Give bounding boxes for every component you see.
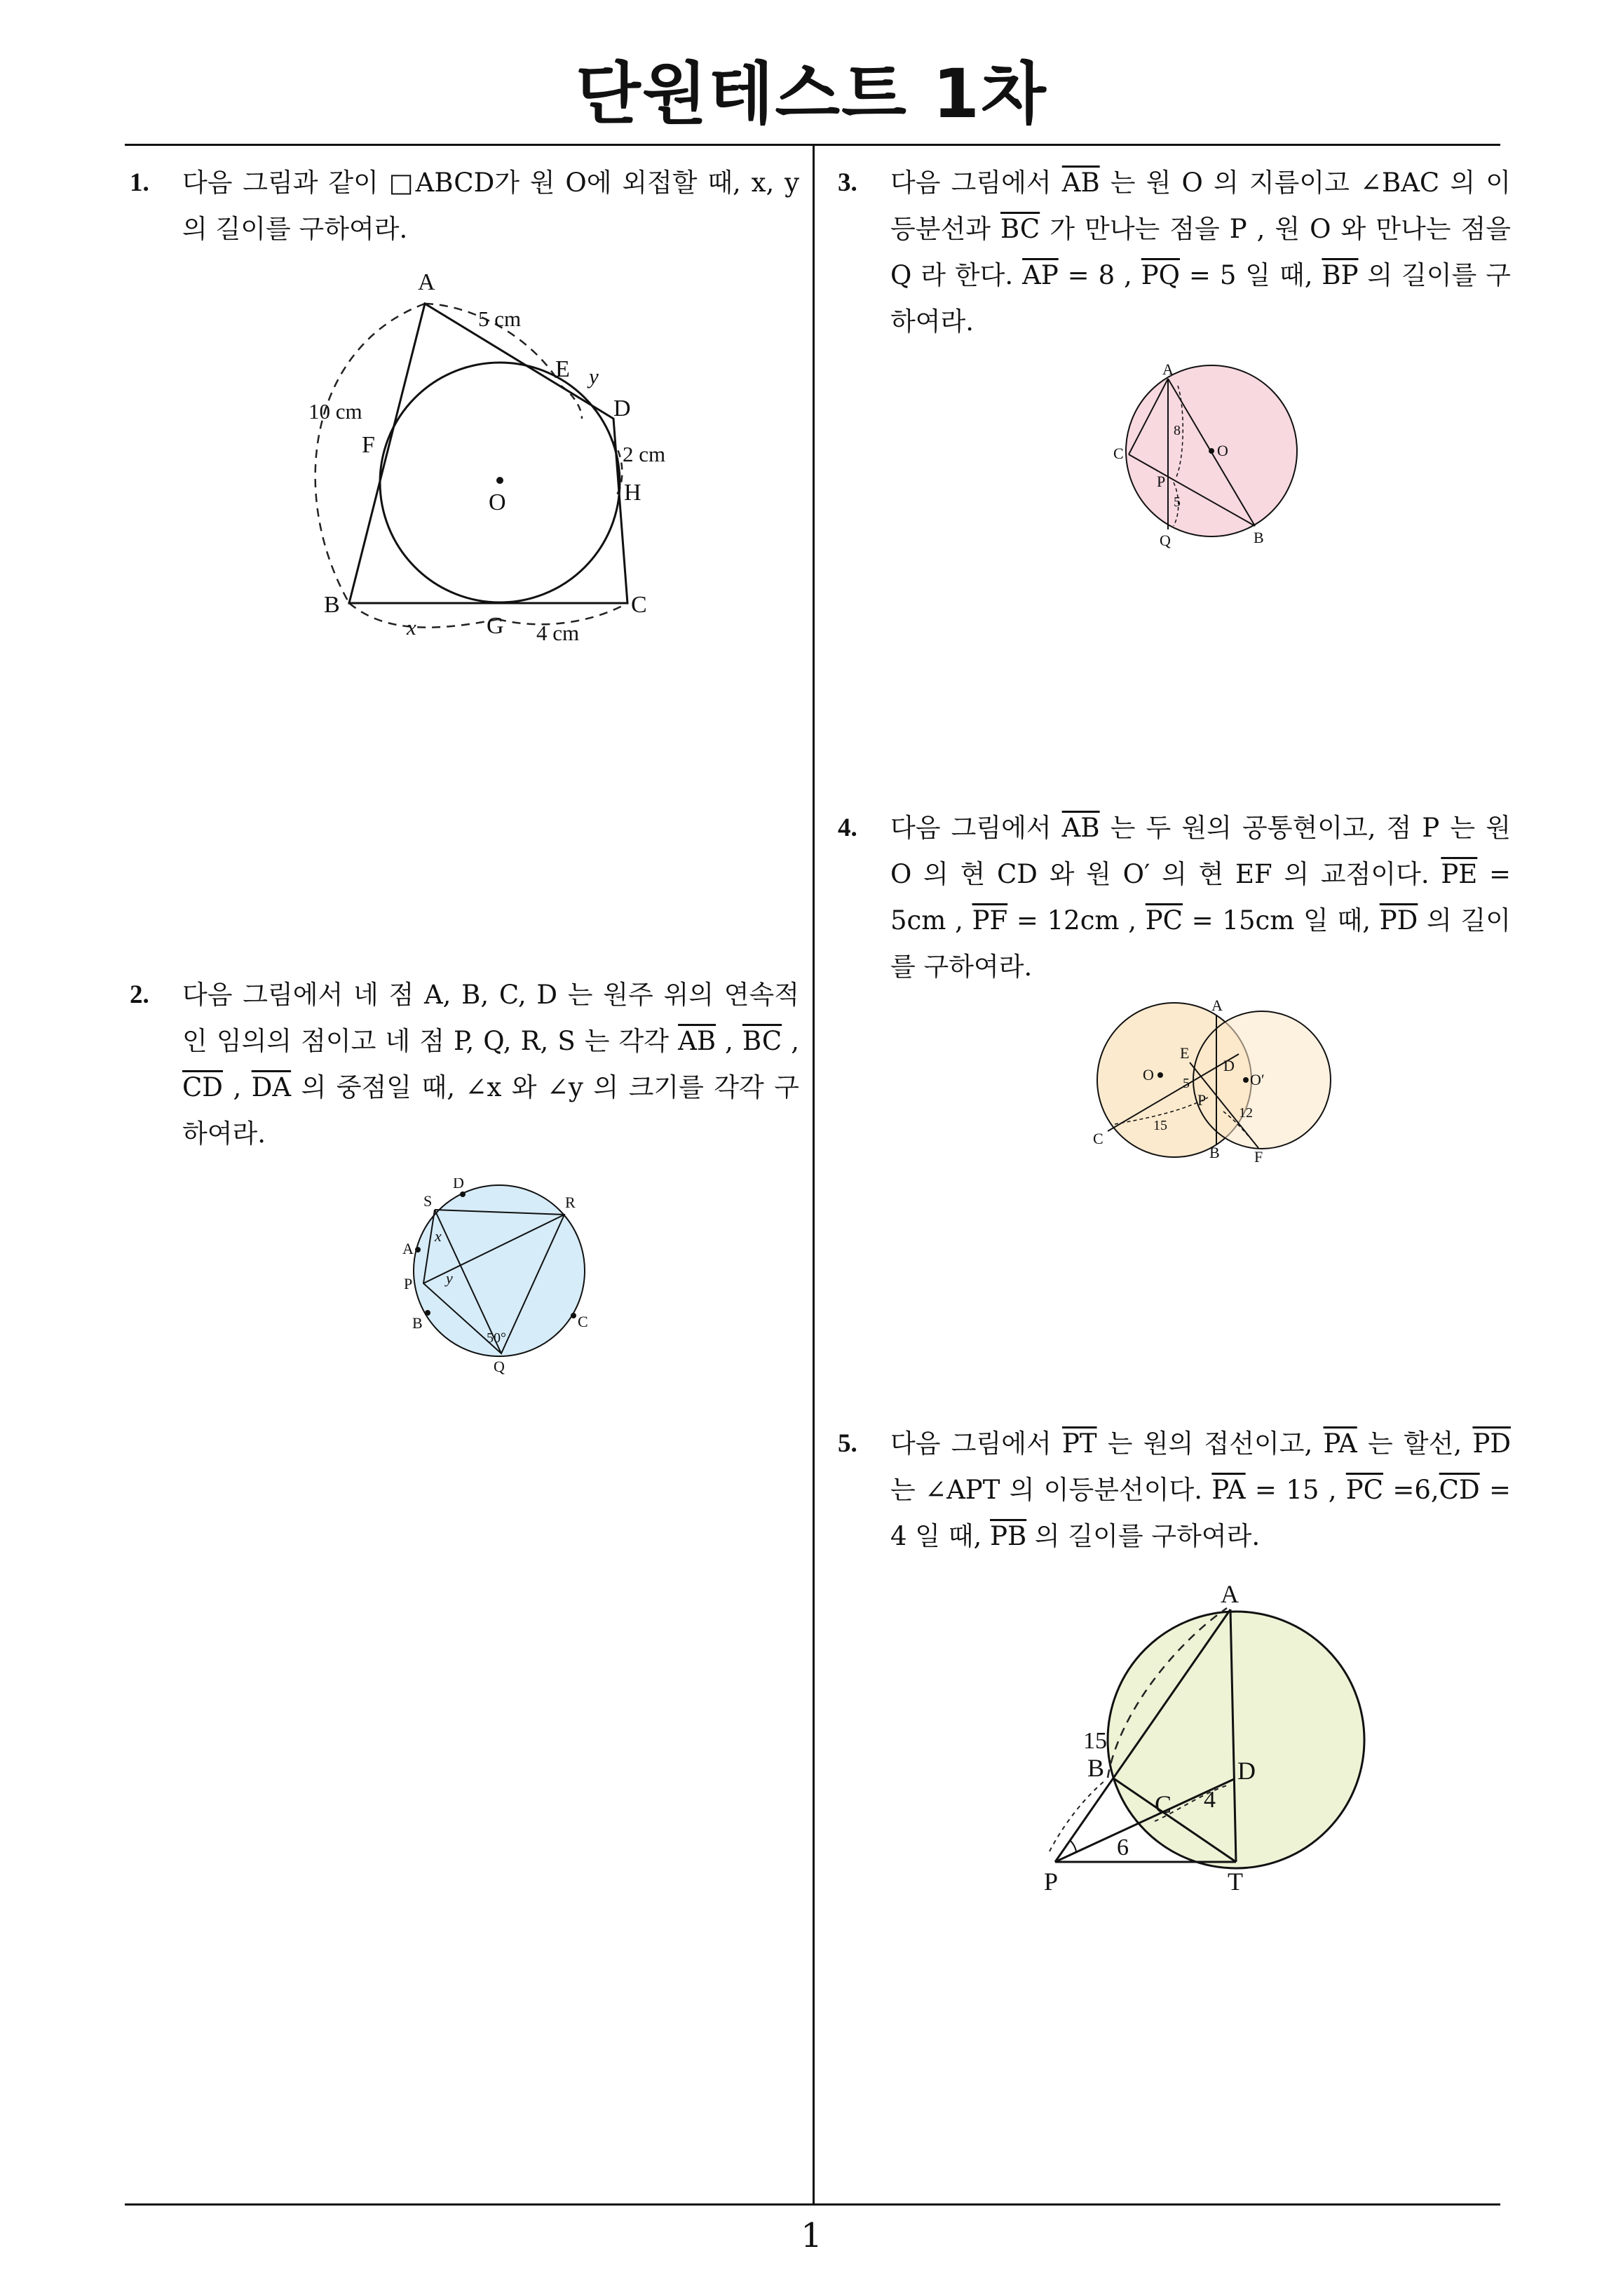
question-1 xyxy=(130,160,799,252)
text-segment: 는 두 원의 공통현이고, 점 P 는 원 O 의 현 CD 와 원 O′ 의 현 EF 의 교점이다. xyxy=(890,813,1511,889)
text-segment: = 5 일 때, xyxy=(1179,260,1322,290)
text-segment: = 12cm , xyxy=(1007,905,1146,936)
label-d: D xyxy=(1223,1057,1235,1074)
label-d: D xyxy=(453,1178,464,1191)
label-x: x xyxy=(407,615,416,640)
angle-mark xyxy=(1071,1841,1076,1851)
label-a: A xyxy=(1221,1581,1239,1608)
segment-pc: $\overline{PC}$ xyxy=(1145,905,1183,936)
dashed-arc-y xyxy=(561,386,582,419)
text-segment: 다음 그림에서 xyxy=(890,813,1062,843)
segment-pd: $\overline{PD}$ xyxy=(1379,905,1418,936)
label-5: 5 xyxy=(1183,1076,1190,1091)
point-d xyxy=(460,1191,466,1197)
label-a: A xyxy=(1211,999,1223,1014)
label-4cm: 4 cm xyxy=(536,621,580,645)
label-y: y xyxy=(446,1269,453,1287)
question-number: 5. xyxy=(838,1429,857,1458)
question-3 xyxy=(838,160,1511,345)
text-segment: =6, xyxy=(1383,1475,1439,1505)
label-y: y xyxy=(589,364,599,389)
label-h: H xyxy=(624,480,641,506)
text-segment: = 8 , xyxy=(1058,260,1141,290)
text-segment: 는 원 O 의 지름이고 ∠BAC 의 이등분선과 xyxy=(890,168,1511,244)
label-p: P xyxy=(1044,1868,1059,1896)
text-segment: 는 할선, xyxy=(1357,1429,1473,1459)
segment-pa: $\overline{PA}$ xyxy=(1211,1475,1246,1505)
label-e: E xyxy=(1180,1044,1190,1062)
label-a: A xyxy=(1162,360,1174,378)
arc-da: $\overline{DA}$ xyxy=(251,1072,292,1102)
label-p: P xyxy=(404,1275,413,1292)
label-d: D xyxy=(613,396,631,421)
figure-1-quadrilateral xyxy=(294,263,715,656)
center-o-dot xyxy=(1157,1072,1163,1078)
label-q: Q xyxy=(494,1358,505,1375)
question-number: 3. xyxy=(838,168,857,197)
label-c: C xyxy=(578,1313,588,1330)
column-divider xyxy=(813,146,815,2203)
center-o-dot xyxy=(1209,448,1214,454)
label-a: A xyxy=(418,269,435,295)
question-number: 4. xyxy=(838,813,857,842)
label-12: 12 xyxy=(1239,1105,1253,1121)
text-segment: 는 원의 접선이고, xyxy=(1096,1429,1324,1459)
segment-cd: $\overline{CD}$ xyxy=(1439,1475,1480,1505)
segment-pa: $\overline{PA}$ xyxy=(1323,1429,1357,1459)
label-g: G xyxy=(487,613,504,639)
point-a xyxy=(415,1247,421,1252)
segment-bc: $\overline{BC}$ xyxy=(1000,214,1040,244)
figure-4-two-circles xyxy=(1083,999,1350,1168)
label-s: S xyxy=(423,1192,433,1210)
segment-pd: $\overline{PD}$ xyxy=(1472,1429,1511,1459)
center-o-dot xyxy=(496,477,503,484)
segment-pq: $\overline{PQ}$ xyxy=(1141,260,1180,290)
label-x: x xyxy=(435,1227,442,1245)
segment-pe: $\overline{PE}$ xyxy=(1441,859,1478,889)
label-q: Q xyxy=(1160,532,1171,549)
label-c: C xyxy=(1113,445,1124,462)
label-8: 8 xyxy=(1174,423,1181,438)
label-f: F xyxy=(362,432,375,458)
segment-pb: $\overline{PB}$ xyxy=(990,1521,1027,1551)
label-b: B xyxy=(324,592,340,618)
label-2cm: 2 cm xyxy=(623,442,666,466)
text-segment: 의 길이를 구하여라. xyxy=(890,905,1511,982)
question-4 xyxy=(838,805,1511,990)
segment-pt: $\overline{PT}$ xyxy=(1061,1429,1097,1459)
question-text xyxy=(890,160,1511,345)
center-o-prime-dot xyxy=(1243,1077,1249,1083)
question-2 xyxy=(130,972,799,1157)
page-number: 1 xyxy=(801,2216,822,2255)
question-text xyxy=(890,805,1511,990)
text-segment: = 15cm 일 때, xyxy=(1182,905,1380,936)
dashed-pb xyxy=(1050,1781,1104,1851)
segment-ab: $\overline{AB}$ xyxy=(1061,813,1100,843)
text-segment: 다음 그림에서 네 점 A, B, C, D 는 원주 위의 연속적인 임의의 점이고 네 점 P, Q, R, S 는 각각 xyxy=(182,980,799,1056)
question-text xyxy=(182,972,799,1157)
text-segment: , xyxy=(222,1072,252,1102)
text-segment: 다음 그림에서 xyxy=(890,1429,1062,1459)
label-15: 15 xyxy=(1153,1118,1167,1133)
label-f: F xyxy=(1254,1148,1263,1166)
arc-cd: $\overline{CD}$ xyxy=(182,1072,223,1102)
label-b: B xyxy=(1209,1144,1220,1161)
text-segment: = 4 일 때, xyxy=(890,1475,1511,1551)
text-segment: = 5cm , xyxy=(890,859,1511,936)
question-text: 다음 그림과 같이 □ABCD가 원 O에 외접할 때, x, y 의 길이를 구하여라. xyxy=(182,168,799,244)
segment-pc: $\overline{PC}$ xyxy=(1345,1475,1384,1505)
label-p: P xyxy=(1197,1091,1207,1109)
quadrilateral-abcd xyxy=(349,304,627,603)
question-5 xyxy=(838,1421,1511,1560)
text-segment: 는 ∠APT 의 이등분선이다. xyxy=(890,1475,1212,1505)
point-c xyxy=(571,1313,576,1318)
arc-bc: $\overline{BC}$ xyxy=(742,1026,782,1056)
point-b xyxy=(425,1310,430,1316)
label-50deg: 50° xyxy=(487,1330,506,1346)
label-5cm: 5 cm xyxy=(478,306,522,331)
figure-5-tangent-secant xyxy=(1034,1581,1371,1904)
footer-rule xyxy=(125,2203,1500,2206)
label-r: R xyxy=(565,1194,576,1211)
label-o-prime: O′ xyxy=(1250,1071,1265,1088)
label-o: O xyxy=(1143,1066,1154,1083)
label-e: E xyxy=(555,356,570,382)
label-p: P xyxy=(1157,473,1166,490)
label-6: 6 xyxy=(1117,1835,1129,1861)
label-b: B xyxy=(1254,529,1264,546)
question-text xyxy=(890,1421,1511,1560)
text-segment: = 15 , xyxy=(1245,1475,1346,1505)
segment-bp: $\overline{BP}$ xyxy=(1322,260,1359,290)
figure-2-circle xyxy=(393,1178,603,1382)
arc-ab: $\overline{AB}$ xyxy=(678,1026,717,1056)
dashed-arc-x xyxy=(349,603,498,628)
text-segment: 의 중점일 때, ∠x 와 ∠y 의 크기를 각각 구하여라. xyxy=(182,1072,799,1149)
page-title: 단원테스트 1차 xyxy=(576,55,1047,133)
label-4: 4 xyxy=(1204,1787,1216,1813)
segment-pf: $\overline{PF}$ xyxy=(972,905,1008,936)
label-c: C xyxy=(631,592,647,618)
label-o: O xyxy=(1217,442,1228,459)
label-b: B xyxy=(1087,1754,1105,1782)
label-5: 5 xyxy=(1174,494,1181,510)
label-15: 15 xyxy=(1083,1728,1107,1754)
label-d: D xyxy=(1237,1757,1256,1785)
question-number: 1. xyxy=(130,168,149,197)
label-c: C xyxy=(1093,1130,1103,1147)
label-o: O xyxy=(489,489,506,515)
label-b: B xyxy=(412,1314,423,1332)
segment-ap: $\overline{AP}$ xyxy=(1022,260,1059,290)
label-c: C xyxy=(1155,1790,1172,1818)
text-segment: 다음 그림에서 xyxy=(890,168,1062,198)
label-10cm: 10 cm xyxy=(308,399,362,424)
text-segment: 가 만나는 점을 P , 원 O 와 만나는 점을 Q 라 한다. xyxy=(890,214,1512,290)
text-segment: 의 길이를 구하여라. xyxy=(1026,1521,1261,1551)
text-segment: , xyxy=(716,1026,742,1056)
label-t: T xyxy=(1228,1868,1243,1896)
question-number: 2. xyxy=(130,980,149,1009)
segment-ab: $\overline{AB}$ xyxy=(1061,168,1100,198)
figure-3-circle xyxy=(1101,358,1311,561)
text-segment: 의 길이를 구하여라. xyxy=(890,260,1511,337)
text-segment: , xyxy=(782,1026,799,1056)
label-a: A xyxy=(402,1240,414,1257)
